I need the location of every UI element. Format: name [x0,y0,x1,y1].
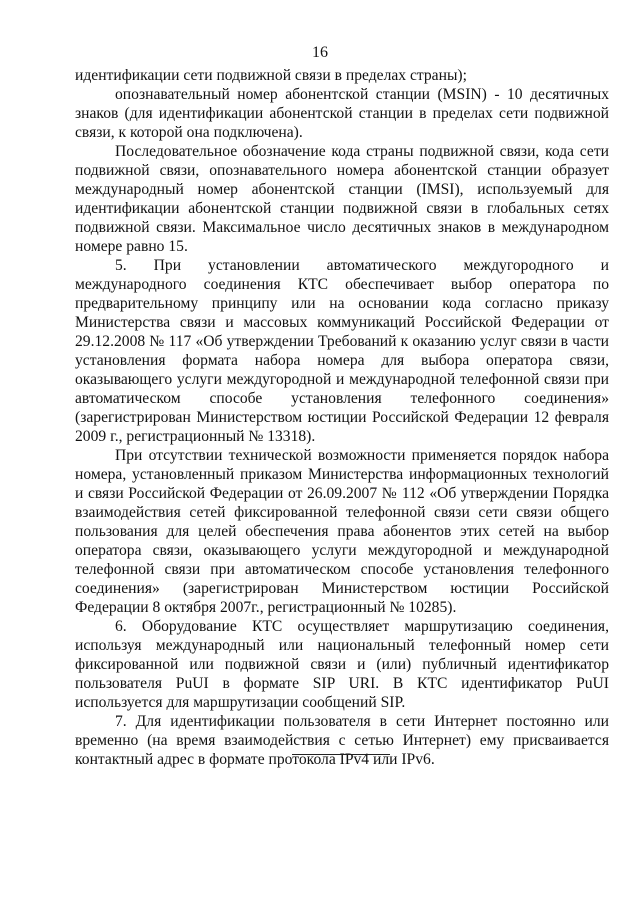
document-body [75,66,609,769]
paragraph-msin: опознавательный номер абонентской станции (MSIN) - 10 десятичных знаков (для идентификации абонентской станции в пределах сети подвижной связи, к которой она подключена). [75,86,609,141]
paragraph-item-5: 5. При установлении автоматического междугородного и международного соединения КТС обеспечивает выбор оператора по предварительному принципу или на основании кода согласно приказу Министерства связи и массовых коммуникаций Российской Федерации от 29.12.2008 № 117 «Об утверждении Требований к оказанию услуг связи в части установления формата набора номера для выбора оператора связи, оказывающего услуги междугородной и международной телефонной связи при автоматическом способе установления телефонного соединения» (зарегистрирован Министерством юстиции Российской Федерации 12 февраля 2009 г., регистрационный № 13318). [75,257,609,445]
paragraph-item-7: 7. Для идентификации пользователя в сети Интернет постоянно или временно (на время взаимодействия с сетью Интернет) ему присваивается контактный адрес в формате протокола IPv4 или IPv6. [75,713,609,768]
paragraph-no-technical-possibility: При отсутствии технической возможности применяется порядок набора номера, установленный приказом Министерства информационных технологий и связи Российской Федерации от 26.09.2007 № 112 «Об утверждении Порядка взаимодействия сетей фиксированной телефонной связи сети связи общего пользования для целей обеспечения права абонентов этих сетей на выбор оператора связи, оказывающего услуги междугородной и международной телефонной связи при автоматическом способе установления телефонного соединения» (зарегистрирован Министерством юстиции Российской Федерации 8 октября 2007г., регистрационный № 10285). [75,447,609,616]
paragraph-continuation: идентификации сети подвижной связи в пределах страны); [75,67,467,84]
end-divider-line [292,754,390,755]
paragraph-item-6: 6. Оборудование КТС осуществляет маршрутизацию соединения, используя международный или национальный телефонный номер сети фиксированной или подвижной связи и (или) публичный идентификатор пользователя PuUI в формате SIP URI. В КТС идентификатор PuUI используется для маршрутизации сообщений SIP. [75,618,609,711]
page-number: 16 [312,44,328,61]
paragraph-imsi: Последовательное обозначение кода страны подвижной связи, кода сети подвижной связи, опознавательного номера абонентской станции образует международный номер абонентской станции (IMSI), используемый для идентификации абонентской станции подвижной связи в глобальных сетях подвижной связи. Максимальное число десятичных знаков в международном номере равно 15. [75,143,609,255]
